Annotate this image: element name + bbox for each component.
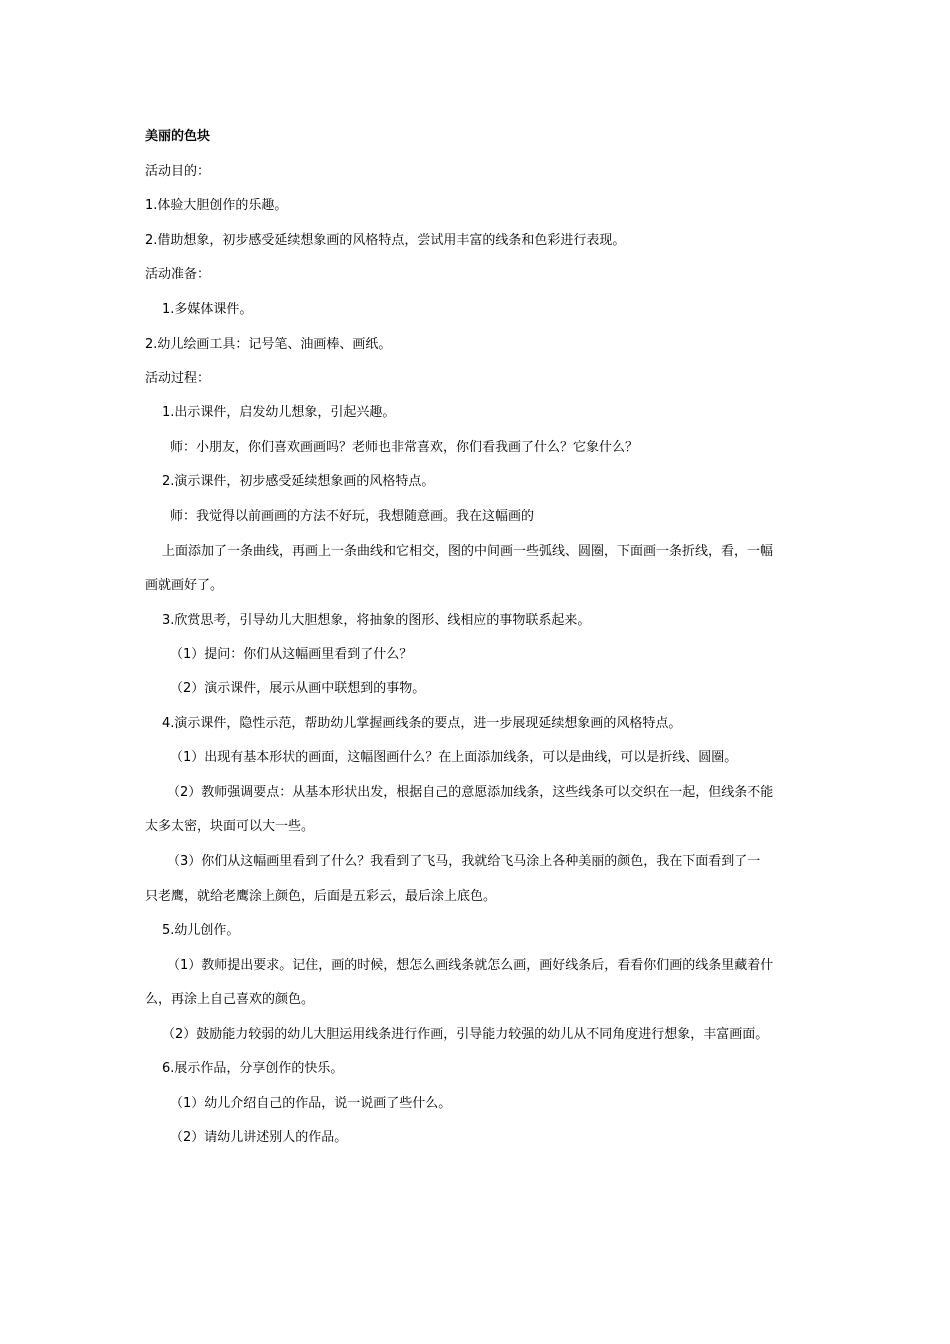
step-4-sub-3: （3）你们从这幅画里看到了什么？我看到了飞马，我就给飞马涂上各种美丽的颜色，我在下面看到了一: [167, 854, 761, 869]
prep-item-1: 1.多媒体课件。: [162, 302, 253, 317]
teacher-dialogue-2: 师：我觉得以前画画的方法不好玩，我想随意画。我在这幅画的: [170, 509, 535, 524]
step-6-sub-1: （1）幼儿介绍自己的作品，说一说画了些什么。: [170, 1096, 452, 1111]
step-5-sub-1-cont: 么，再涂上自己喜欢的颜色。: [145, 992, 315, 1007]
process-step-5: 5.幼儿创作。: [162, 923, 240, 938]
process-step-2: 2.演示课件，初步感受延续想象画的风格特点。: [162, 474, 435, 489]
section-heading-process: 活动过程：: [145, 371, 211, 386]
step-4-sub-1: （1）出现有基本形状的画面，这幅图画什么？在上面添加线条，可以是曲线，可以是折线、圆圈。: [170, 750, 738, 765]
step-3-sub-1: （1）提问：你们从这幅画里看到了什么？: [170, 647, 413, 662]
step-5-sub-1: （1）教师提出要求。记住，画的时候，想怎么画线条就怎么画，画好线条后，看看你们画的线条里藏着什: [167, 958, 774, 973]
teacher-dialogue-1: 师：小朋友，你们喜欢画画吗？老师也非常喜欢，你们看我画了什么？它象什么？: [170, 440, 639, 455]
process-step-4: 4.演示课件，隐性示范，帮助幼儿掌握画线条的要点，进一步展现延续想象画的风格特点。: [162, 716, 682, 731]
process-step-1: 1.出示课件，启发幼儿想象，引起兴趣。: [162, 405, 396, 420]
section-heading-goals: 活动目的：: [145, 164, 211, 179]
prep-item-2: 2.幼儿绘画工具：记号笔、油画棒、画纸。: [145, 337, 392, 352]
section-heading-preparation: 活动准备：: [145, 267, 211, 282]
step-3-sub-2: （2）演示课件，展示从画中联想到的事物。: [170, 681, 426, 696]
goal-item-2: 2.借助想象，初步感受延续想象画的风格特点，尝试用丰富的线条和色彩进行表现。: [145, 233, 626, 248]
step-4-sub-3-cont: 只老鹰，就给老鹰涂上颜色，后面是五彩云，最后涂上底色。: [145, 889, 497, 904]
step-5-sub-2: （2）鼓励能力较弱的幼儿大胆运用线条进行作画，引导能力较强的幼儿从不同角度进行想象，丰富画面。: [162, 1027, 769, 1042]
document-title: 美丽的色块: [145, 129, 211, 144]
step-4-sub-2: （2）教师强调要点：从基本形状出发，根据自己的意愿添加线条，这些线条可以交织在一起，但线条不能: [167, 785, 774, 800]
goal-item-1: 1.体验大胆创作的乐趣。: [145, 198, 288, 213]
process-step-3: 3.欣赏思考，引导幼儿大胆想象，将抽象的图形、线相应的事物联系起来。: [162, 613, 591, 628]
teacher-dialogue-2-end: 画就画好了。: [145, 578, 224, 593]
step-6-sub-2: （2）请幼儿讲述别人的作品。: [170, 1130, 348, 1145]
process-step-6: 6.展示作品，分享创作的快乐。: [162, 1061, 344, 1076]
teacher-dialogue-2-cont: 上面添加了一条曲线，再画上一条曲线和它相交，图的中间画一些弧线、圆圈，下面画一条折线，看，一幅: [162, 544, 774, 559]
step-4-sub-2-cont: 太多太密，块面可以大一些。: [145, 819, 315, 834]
